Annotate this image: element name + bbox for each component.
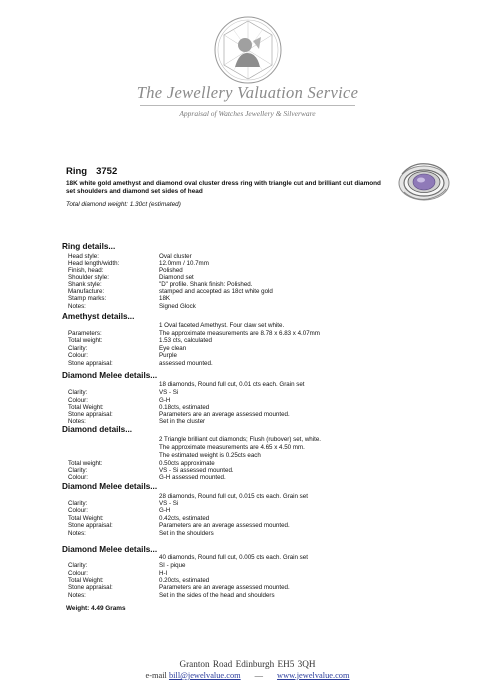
detail-row [0, 452, 495, 460]
detail-label: Clarity: [68, 500, 88, 507]
detail-value: The approximate measurements are 8.78 x 6.83 x 4.07mm [159, 330, 320, 337]
section-melee-2: Diamond Melee details... [62, 482, 158, 491]
section-ring-details: Ring details... [62, 242, 116, 251]
contact-separator: — [254, 671, 264, 680]
detail-value: Eye clean [159, 345, 187, 352]
website-link[interactable]: www.jewelvalue.com [277, 671, 350, 680]
detail-label: Shoulder style: [68, 274, 109, 281]
detail-value: The estimated weight is 0.25cts each [159, 452, 261, 459]
detail-row [0, 295, 495, 303]
total-diamond-weight: Total diamond weight: 1.30ct (estimated) [66, 201, 181, 208]
detail-label: Head length/width: [68, 260, 120, 267]
detail-value: 0.20cts, estimated [159, 577, 210, 584]
detail-row [0, 352, 495, 360]
detail-label: Notes: [68, 530, 86, 537]
detail-row [0, 522, 495, 530]
detail-value: 0.18cts, estimated [159, 404, 210, 411]
detail-value: 0.50cts approximate [159, 460, 215, 467]
detail-value: assessed mounted. [159, 360, 213, 367]
detail-value: "D" profile. Shank finish: Polished. [159, 281, 253, 288]
ring-photo [398, 160, 450, 202]
detail-row [0, 562, 495, 570]
detail-row [0, 530, 495, 538]
detail-row [0, 554, 495, 562]
email-link[interactable]: bill@jewelvalue.com [168, 671, 241, 680]
detail-label: Clarity: [68, 389, 88, 396]
detail-row [0, 381, 495, 389]
detail-value: Set in the cluster [159, 418, 206, 425]
detail-label: Colour: [68, 570, 88, 577]
detail-value: G-H [159, 507, 171, 514]
brand-divider [140, 105, 355, 106]
detail-label: Finish, head: [68, 267, 104, 274]
detail-row [0, 360, 495, 368]
detail-row [0, 303, 495, 311]
detail-value: 1.53 cts, calculated [159, 337, 212, 344]
detail-label: Total weight: [68, 460, 103, 467]
detail-row [0, 444, 495, 452]
detail-value: G-H assessed mounted. [159, 474, 226, 481]
detail-label: Notes: [68, 592, 86, 599]
detail-label: Clarity: [68, 562, 88, 569]
detail-value: The approximate measurements are 4.65 x 4.50 mm. [159, 444, 305, 451]
detail-value: 18 diamonds, Round full cut, 0.01 cts each. Grain set [159, 381, 305, 388]
detail-label: Notes: [68, 418, 86, 425]
detail-value: Parameters are an average assessed mounted. [159, 522, 290, 529]
detail-value: VS - Si [159, 500, 179, 507]
detail-value: 40 diamonds, Round full cut, 0.005 cts each. Grain set [159, 554, 308, 561]
detail-value: H-I [159, 570, 168, 577]
detail-row [0, 389, 495, 397]
detail-label: Notes: [68, 303, 86, 310]
detail-label: Stamp marks: [68, 295, 107, 302]
detail-label: Parameters: [68, 330, 102, 337]
detail-row [0, 584, 495, 592]
detail-label: Stone appraisal: [68, 522, 113, 529]
footer-contact [0, 671, 495, 680]
detail-row [0, 418, 495, 426]
detail-label: Stone appraisal: [68, 584, 113, 591]
detail-row [0, 322, 495, 330]
detail-value: Polished [159, 267, 183, 274]
detail-label: Colour: [68, 397, 88, 404]
brand-subtitle: Appraisal of Watches Jewellery & Silverware [179, 109, 316, 118]
detail-value: Diamond set [159, 274, 194, 281]
detail-value: Signed Glock [159, 303, 196, 310]
detail-value: VS - Si assessed mounted. [159, 467, 234, 474]
footer-address: Granton Road Edinburgh EH5 3QH [179, 659, 316, 669]
detail-row [0, 474, 495, 482]
detail-label: Shank style: [68, 281, 102, 288]
item-type: Ring [66, 166, 88, 177]
section-melee-1: Diamond Melee details... [62, 371, 158, 380]
detail-value: VS - Si [159, 389, 179, 396]
detail-value: SI - pique [159, 562, 186, 569]
detail-value: stamped and accepted as 18ct white gold [159, 288, 273, 295]
detail-label: Manufacture: [68, 288, 105, 295]
detail-value: Set in the sides of the head and shoulders [159, 592, 275, 599]
detail-label: Colour: [68, 474, 88, 481]
section-melee-3: Diamond Melee details... [62, 545, 158, 554]
brand-title: The Jewellery Valuation Service [136, 83, 359, 102]
detail-row [0, 507, 495, 515]
detail-label: Total Weight: [68, 404, 104, 411]
item-heading [66, 166, 117, 177]
detail-label: Clarity: [68, 467, 88, 474]
detail-value: Parameters are an average assessed mounted. [159, 584, 290, 591]
detail-label: Stone appraisal: [68, 411, 113, 418]
detail-value: 28 diamonds, Round full cut, 0.015 cts each. Grain set [159, 493, 308, 500]
detail-label: Head style: [68, 253, 99, 260]
detail-row [0, 436, 495, 444]
detail-label: Total Weight: [68, 515, 104, 522]
ring-weight: Weight: 4.49 Grams [66, 605, 126, 612]
detail-label: Total Weight: [68, 577, 104, 584]
section-amethyst-details: Amethyst details... [62, 312, 135, 321]
detail-value: Set in the shoulders [159, 530, 214, 537]
detail-label: Total weight: [68, 337, 103, 344]
detail-value: 1 Oval faceted Amethyst. Four claw set white. [159, 322, 285, 329]
detail-value: Purple [159, 352, 177, 359]
detail-value: 12.0mm / 10.7mm [159, 260, 209, 267]
detail-value: G-H [159, 397, 171, 404]
detail-value: Parameters are an average assessed mounted. [159, 411, 290, 418]
detail-label: Stone appraisal: [68, 360, 113, 367]
email-prefix: e-mail [145, 671, 167, 680]
detail-label: Colour: [68, 507, 88, 514]
detail-value: 18K [159, 295, 171, 302]
item-description: 18K white gold amethyst and diamond oval cluster dress ring with triangle cut and brilliant cut diamond set shoulders and diamond set sides of head [66, 180, 381, 196]
detail-value: 0.42cts, estimated [159, 515, 210, 522]
detail-label: Clarity: [68, 345, 88, 352]
detail-row [0, 592, 495, 600]
detail-value: Oval cluster [159, 253, 192, 260]
brand-logo [213, 15, 283, 85]
section-diamond-details: Diamond details... [62, 425, 133, 434]
detail-value: 2 Triangle brilliant cut diamonds; Flush (rubover) set, white. [159, 436, 321, 443]
detail-row [0, 337, 495, 345]
item-number: 3752 [96, 166, 118, 177]
detail-label: Colour: [68, 352, 88, 359]
